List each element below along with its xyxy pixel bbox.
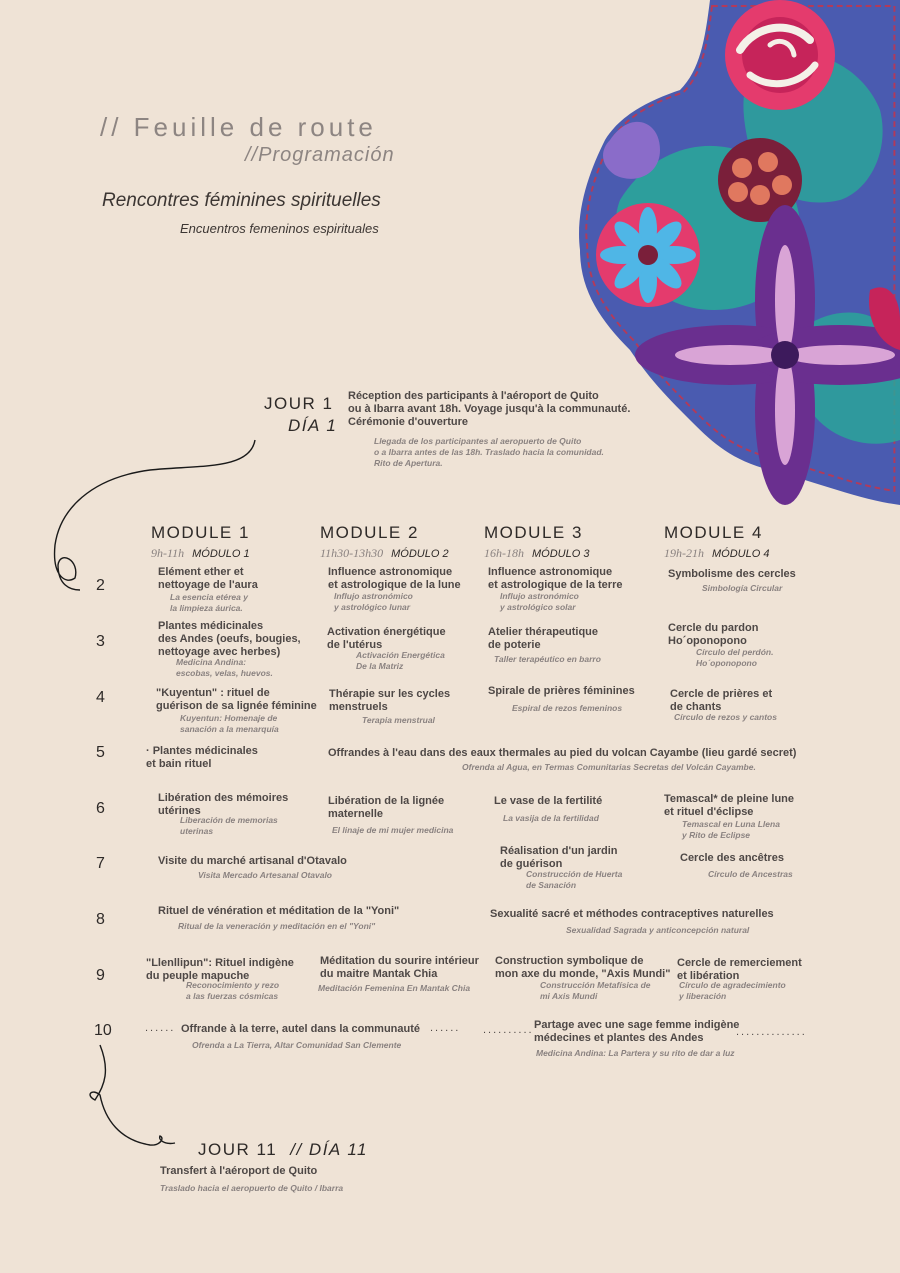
d2-m1: Elément ether et nettoyage de l'aura xyxy=(158,566,258,591)
day-number: 3 xyxy=(96,633,105,650)
d7-m3: Réalisation d'un jardin de guérison xyxy=(500,845,618,870)
d2-m4: Symbolisme des cercles xyxy=(668,568,796,580)
module-4-es: MÓDULO 4 xyxy=(712,548,770,560)
module-1-es: MÓDULO 1 xyxy=(192,548,250,560)
day1-text-es: Llegada de los participantes al aeropuerto de Quito o a Ibarra antes de las 18h. Traslado hacia la comunidad. Rito de Apertura. xyxy=(374,436,604,468)
d7-m1-es: Visita Mercado Artesanal Otavalo xyxy=(198,870,333,880)
d4-m2-es: Terapia menstrual xyxy=(362,715,435,725)
d2-m3: Influence astronomique et astrologique de la terre xyxy=(488,566,623,591)
d5-m1: · Plantes médicinales et bain rituel xyxy=(146,745,258,770)
d4-m4: Cercle de prières et de chants xyxy=(670,688,773,713)
day-number: 5 xyxy=(96,744,105,761)
d5-m2: Offrandes à l'eau dans des eaux thermales au pied du volcan Cayambe (lieu gardé secret) xyxy=(328,747,797,759)
d6-m2: Libération de la lignée maternelle xyxy=(328,795,445,820)
d2-m4-es: Simbología Circular xyxy=(702,583,783,593)
d7-m4: Cercle des ancêtres xyxy=(680,852,784,864)
d6-m4: Temascal* de pleine lune et rituel d'éclipse xyxy=(664,793,795,818)
day-number: 8 xyxy=(96,911,105,928)
d4-m2: Thérapie sur les cycles menstruels xyxy=(329,688,451,713)
day-number: 6 xyxy=(96,800,105,817)
d2-m2-es: Influjo astronómico y astrológico lunar xyxy=(334,591,413,612)
subtitle-es: Encuentros femeninos espirituales xyxy=(180,221,379,236)
d7-m3-es: Construcción de Huerta de Sanación xyxy=(526,869,623,890)
d3-m4-es: Círculo del perdón. Ho´oponopono xyxy=(696,647,774,668)
page-title: // Feuille de route xyxy=(100,112,377,142)
d4-m1: "Kuyentun" : rituel de guérison de sa lignée féminine xyxy=(156,687,317,712)
d3-m3-es: Taller terapéutico en barro xyxy=(494,654,601,664)
module-4-title: MODULE 4 xyxy=(664,523,763,542)
d4-m3-es: Espiral de rezos femeninos xyxy=(512,703,623,713)
d2-m3-es: Influjo astronómico y astrológico solar xyxy=(500,591,579,612)
d8-m3-es: Sexualidad Sagrada y anticoncepción natural xyxy=(566,925,750,935)
module-1-time: 9h-11h xyxy=(151,546,185,560)
d10-m3: Partage avec une sage femme indigène médecines et plantes des Andes xyxy=(534,1019,740,1044)
d9-m3: Construction symbolique de mon axe du monde, "Axis Mundi" xyxy=(495,955,671,980)
d2-m1-es: La esencia etérea y la limpieza áurica. xyxy=(170,592,248,613)
module-1-time-row xyxy=(151,542,250,561)
module-3-title: MODULE 3 xyxy=(484,523,583,542)
day-number: 4 xyxy=(96,689,105,706)
d8-m1-es: Ritual de la veneración y meditación en el "Yoni" xyxy=(178,921,376,931)
day-number: 7 xyxy=(96,855,105,872)
module-3-time: 16h-18h xyxy=(484,546,524,560)
module-4-time: 19h-21h xyxy=(664,546,704,560)
d9-m1: "Llenllipun": Rituel indigène du peuple mapuche xyxy=(146,957,294,982)
dots: ...... xyxy=(430,1022,461,1034)
day1-text: Réception des participants à l'aéroport de Quito ou à Ibarra avant 18h. Voyage jusqu'à la communauté. Cérémonie d'ouverture xyxy=(348,390,631,428)
d9-m2: Méditation du sourire intérieur du maitre Mantak Chia xyxy=(320,955,479,980)
d10-m1: Offrande à la terre, autel dans la communauté xyxy=(181,1023,421,1035)
d7-m4-es: Círculo de Ancestras xyxy=(708,869,793,879)
dots: .............. xyxy=(736,1026,807,1038)
d2-m2: Influence astronomique et astrologique de la lune xyxy=(328,566,461,591)
day11-text-es: Traslado hacia el aeropuerto de Quito / Ibarra xyxy=(160,1183,344,1193)
d4-m4-es: Círculo de rezos y cantos xyxy=(674,712,777,722)
day-number: 9 xyxy=(96,967,105,984)
dots: ...... xyxy=(145,1022,176,1034)
module-1-title: MODULE 1 xyxy=(151,523,250,542)
d9-m2-es: Meditación Femenina En Mantak Chia xyxy=(318,983,471,993)
subtitle: Rencontres féminines spirituelles xyxy=(102,190,381,211)
day11-heading xyxy=(198,1140,368,1160)
d4-m3: Spirale de prières féminines xyxy=(488,685,635,697)
module-2-es: MÓDULO 2 xyxy=(391,548,449,560)
module-3-es: MÓDULO 3 xyxy=(532,548,590,560)
d6-m4-es: Temascal en Luna Llena y Rito de Eclipse xyxy=(682,819,780,840)
day-number: 2 xyxy=(96,577,105,594)
day-number: 10 xyxy=(94,1022,112,1039)
module-2-title: MODULE 2 xyxy=(320,523,419,542)
day11-dia: // DÍA 11 xyxy=(290,1140,368,1159)
d3-m4: Cercle du pardon Ho´oponopono xyxy=(668,622,759,647)
day11-jour: JOUR 11 xyxy=(198,1140,278,1159)
d6-m1: Libération des mémoires utérines xyxy=(158,792,289,817)
d4-m1-es: Kuyentun: Homenaje de sanación a la menarquía xyxy=(180,713,279,734)
day11-text: Transfert à l'aéroport de Quito xyxy=(160,1165,318,1177)
module-4-time-row xyxy=(664,542,769,561)
module-2-time: 11h30-13h30 xyxy=(320,546,384,560)
d3-m1-es: Medicina Andina: escobas, velas, huevos. xyxy=(176,657,273,678)
d8-m1: Rituel de vénération et méditation de la "Yoni" xyxy=(158,905,400,917)
d6-m2-es: El linaje de mi mujer medicina xyxy=(332,825,454,835)
d9-m4: Cercle de remerciement et libération xyxy=(677,957,802,982)
d3-m1: Plantes médicinales des Andes (oeufs, bougies, nettoyage avec herbes) xyxy=(158,620,301,658)
module-3-time-row xyxy=(484,542,589,561)
d9-m1-es: Reconocimiento y rezo a las fuerzas cósmicas xyxy=(186,980,280,1001)
day1-jour: JOUR 1 xyxy=(264,394,334,413)
d5-m2-es: Ofrenda al Agua, en Termas Comunitarias Secretas del Volcán Cayambe. xyxy=(462,762,756,772)
d3-m2: Activation énergétique de l'utérus xyxy=(327,626,446,651)
d3-m3: Atelier thérapeutique de poterie xyxy=(488,626,599,651)
d10-m3-es: Medicina Andina: La Partera y su rito de dar a luz xyxy=(536,1048,735,1058)
d7-m1: Visite du marché artisanal d'Otavalo xyxy=(158,855,347,867)
d9-m3-es: Construcción Metafísica de mi Axis Mundi xyxy=(540,980,651,1001)
module-2-time-row xyxy=(320,542,449,561)
d6-m1-es: Liberación de memorias uterinas xyxy=(180,815,278,836)
d9-m4-es: Círculo de agradecimiento y liberación xyxy=(679,980,786,1001)
d3-m2-es: Activación Energética De la Matriz xyxy=(356,650,445,671)
page-title-es: //Programación xyxy=(245,144,395,166)
day1-dia: DÍA 1 xyxy=(288,416,338,435)
d6-m3-es: La vasija de la fertilidad xyxy=(503,813,599,823)
d6-m3: Le vase de la fertilité xyxy=(494,795,603,807)
dots: .......... xyxy=(483,1024,534,1036)
d10-m1-es: Ofrenda a La Tierra, Altar Comunidad San Clemente xyxy=(192,1040,402,1050)
d8-m3: Sexualité sacré et méthodes contraceptives naturelles xyxy=(490,908,774,920)
